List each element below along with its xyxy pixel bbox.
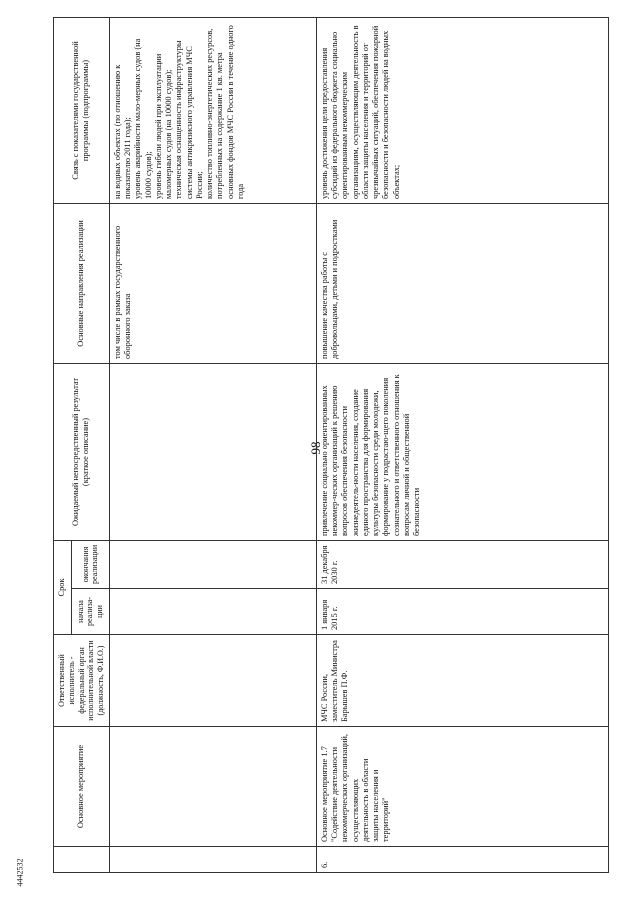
row-end: 31 декабря 2030 г. (316, 541, 608, 589)
row-activity: Основное мероприятие 1.7 "Содействие деятельности некоммерческих организаций, осуществляющих деятельность в области защиты населения и территорий" (316, 727, 608, 847)
continued-directions: том числе в рамках государственного оборонного заказа (109, 204, 316, 364)
header-term-end: окончания реализации (71, 541, 109, 589)
header-result: Ожидаемый непосредственный результат (краткое описание) (54, 364, 110, 541)
row-responsible: МЧС России, заместитель Министра Барышев П.Ф. (316, 635, 608, 727)
document-id: 4442532 (15, 858, 25, 887)
header-activity: Основное мероприятие (54, 727, 110, 847)
table-row (109, 18, 316, 873)
page-number: 98 (308, 441, 323, 455)
row-link: уровень достижения цели предоставления субсидий из федерального бюджета социально ориентированным некоммерческим организациям, осуществляющим деятельность в области защиты населения и территорий от чрезвычайных ситуаций, обеспечения пожарной безопасности и безопасности людей на водных объектах; (316, 18, 608, 204)
header-responsible: Ответственный исполнитель - федеральный орган исполнительной власти (должность, Ф.И.О.) (54, 635, 110, 727)
row-start: 1 января 2015 г. (316, 589, 608, 635)
table-row (316, 18, 608, 873)
continued-link: на водных объектах (по отношению к показателю 2011 года); уровень аварийности мало-мерных судов (на 10000 судов); уровень гибели людей при эксплуатации маломерных судов (на 10000 судов); техническая оснащенность инфраструктуры системы антикризисного управления МЧС России; количество топливно-энергетических ресурсов, потребленных на содержание 1 кв. метра основных фондов МЧС России в течение одного года (109, 18, 316, 204)
rotated-content (53, 18, 640, 873)
header-link: Связь с показателями государственной программы (подпрограммы) (54, 18, 110, 204)
activities-table (53, 17, 609, 873)
row-result: привлечение социально ориентированных некоммер-ческих организаций к решению вопросов обеспечения безопасности жизнедеятель-ности населения, создание единого пространства для формирования культуры безопасности среди молодежи, формирование у подрастаю-щего поколения сознательного и ответственного отношения к вопросам личной и общественной безопасности (316, 364, 608, 541)
header-term: Срок (54, 541, 72, 635)
row-directions: повышение качества работы с добровольцами, детьми и подростками (316, 204, 608, 364)
row-number: 6. (316, 847, 608, 873)
header-directions: Основные направления реализации (54, 204, 110, 364)
rotated-table-frame (53, 18, 640, 873)
header-row (54, 18, 72, 873)
header-term-start: начала реализа-ции (71, 589, 109, 635)
